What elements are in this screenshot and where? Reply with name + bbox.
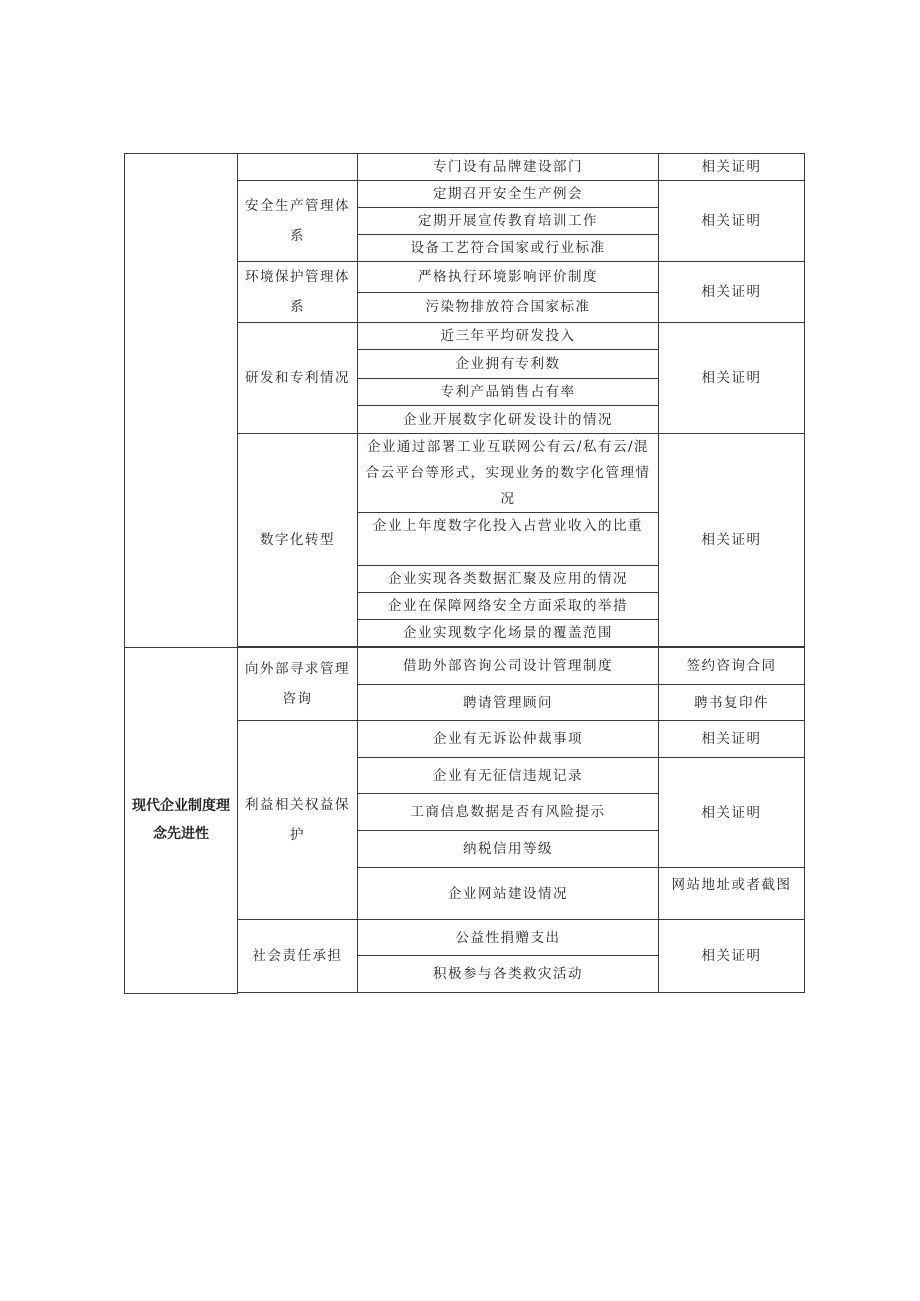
item-cell: 企业网站建设情况: [358, 868, 659, 920]
item-cell: 纳税信用等级: [358, 831, 659, 868]
item-cell: 企业拥有专利数: [358, 350, 659, 379]
item-cell: 企业实现各类数据汇聚及应用的情况: [358, 566, 659, 593]
item-cell: 企业在保障网络安全方面采取的举措: [358, 593, 659, 620]
subcategory-cell: 数字化转型: [238, 434, 358, 647]
evidence-cell: 相关证明: [659, 262, 805, 323]
category-cell: 现代企业制度理念先进性: [125, 648, 238, 994]
item-cell: 企业有无征信违规记录: [358, 758, 659, 794]
item-cell: 定期召开安全生产例会: [358, 181, 659, 208]
item-cell: 企业实现数字化场景的覆盖范围: [358, 620, 659, 647]
item-cell: 专利产品销售占有率: [358, 379, 659, 406]
evidence-cell: 相关证明: [659, 758, 805, 868]
subcategory-cell: 社会责任承担: [238, 920, 358, 993]
item-cell: 近三年平均研发投入: [358, 323, 659, 350]
evidence-cell: 相关证明: [659, 434, 805, 647]
item-cell: 定期开展宣传教育培训工作: [358, 208, 659, 235]
item-cell: 企业开展数字化研发设计的情况: [358, 406, 659, 434]
evidence-cell: 网站地址或者截图: [659, 868, 805, 920]
evidence-cell: 签约咨询合同: [659, 648, 805, 685]
evidence-cell: 相关证明: [659, 181, 805, 262]
item-cell: 严格执行环境影响评价制度: [358, 262, 659, 293]
item-cell: 借助外部咨询公司设计管理制度: [358, 648, 659, 685]
evidence-cell: 相关证明: [659, 323, 805, 434]
evidence-cell: 聘书复印件: [659, 685, 805, 721]
item-cell: 专门设有品牌建设部门: [358, 154, 659, 181]
item-cell: 工商信息数据是否有风险提示: [358, 794, 659, 831]
item-cell: 污染物排放符合国家标准: [358, 292, 659, 323]
subcategory-cell: 研发和专利情况: [238, 323, 358, 434]
evaluation-table: [124, 153, 805, 994]
item-cell: 企业通过部署工业互联网公有云/私有云/混合云平台等形式，实现业务的数字化管理情况: [358, 434, 659, 513]
item-cell: 企业上年度数字化投入占营业收入的比重: [358, 513, 659, 566]
item-cell: 企业有无诉讼仲裁事项: [358, 721, 659, 758]
subcategory-cell: 利益相关权益保护: [238, 721, 358, 920]
category-cell-empty: [125, 154, 238, 648]
subcategory-cell: 环境保护管理体系: [238, 262, 358, 323]
subcategory-cell: 向外部寻求管理咨询: [238, 648, 358, 721]
evidence-cell: 相关证明: [659, 920, 805, 993]
evidence-cell: 相关证明: [659, 721, 805, 758]
subcategory-cell: 安全生产管理体系: [238, 181, 358, 262]
item-cell: 公益性捐赠支出: [358, 920, 659, 956]
item-cell: 设备工艺符合国家或行业标准: [358, 235, 659, 262]
item-cell: 积极参与各类救灾活动: [358, 956, 659, 993]
item-cell: 聘请管理顾问: [358, 685, 659, 721]
subcategory-cell-empty: [238, 154, 358, 181]
evidence-cell: 相关证明: [659, 154, 805, 181]
